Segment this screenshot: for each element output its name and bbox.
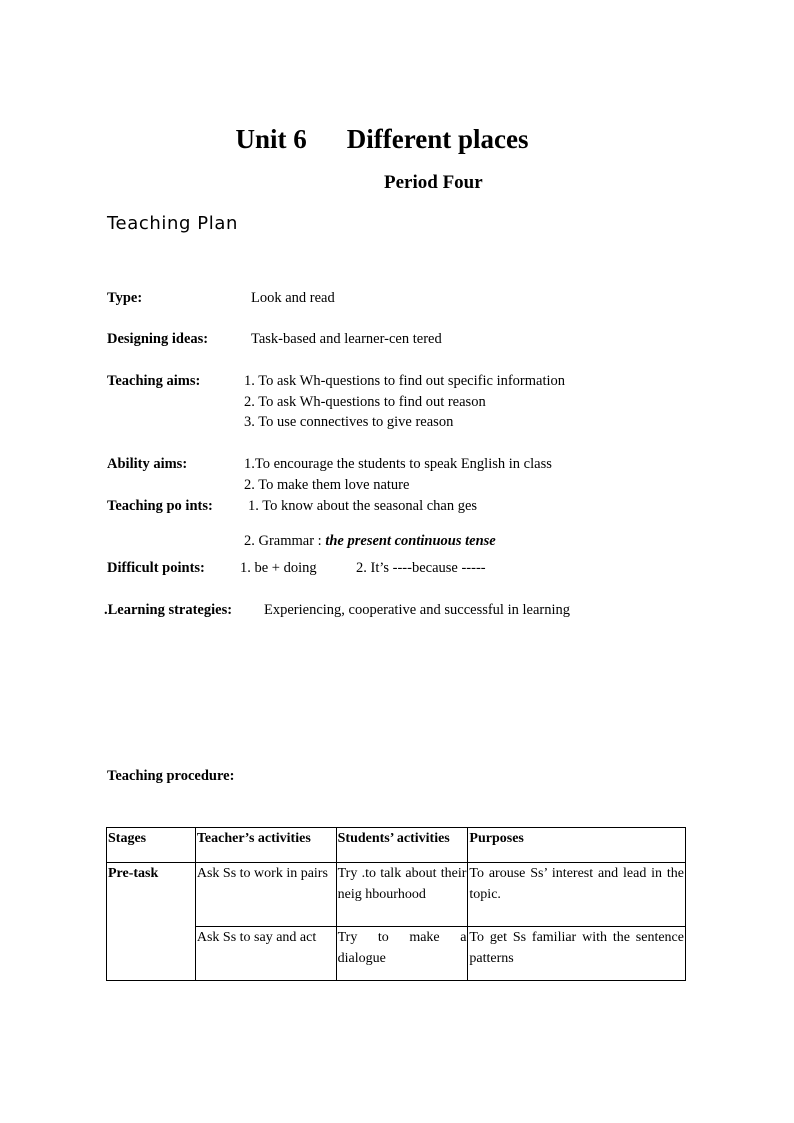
student-activity-cell: Try to make a dialogue — [336, 927, 468, 981]
teaching-point-2 — [244, 533, 496, 550]
teaching-aims-label: Teaching aims: — [107, 373, 201, 389]
stage-cell: Pre-task — [107, 863, 196, 981]
purpose-cell: To arouse Ss’ interest and lead in the topic. — [468, 863, 686, 927]
grammar-prefix: 2. Grammar : — [244, 533, 326, 549]
difficult-point-1: 1. be + doing — [240, 560, 317, 576]
learning-strategies-label: .Learning strategies: — [104, 602, 233, 618]
student-activity-cell: Try .to talk about their neig hbourhood — [336, 863, 468, 927]
teaching-aim-1: 1. To ask Wh-questions to find out specific information — [244, 373, 566, 389]
teacher-activity-cell: Ask Ss to say and act — [195, 927, 336, 981]
ability-aim-1: 1.To encourage the students to speak English in class — [244, 456, 552, 472]
page-title — [0, 124, 764, 155]
designing-ideas-value: Task-based and learner-cen tered — [251, 331, 442, 347]
teaching-point-1: 1. To know about the seasonal chan ges — [248, 498, 478, 514]
procedure-table — [106, 827, 686, 981]
ability-aim-2: 2. To make them love nature — [244, 477, 410, 493]
table-header-row — [107, 828, 686, 863]
type-label: Type: — [107, 290, 143, 306]
purpose-cell: To get Ss familiar with the sentence patterns — [468, 927, 686, 981]
table-row — [107, 863, 686, 927]
header-students-activities: Students’ activities — [336, 828, 468, 863]
ability-aims-label: Ability aims: — [107, 456, 188, 472]
teaching-procedure-label: Teaching procedure: — [107, 768, 235, 784]
learning-strategies-value: Experiencing, cooperative and successful in learning — [264, 602, 570, 618]
teaching-aim-2: 2. To ask Wh-questions to find out reason — [244, 394, 486, 410]
period-subtitle: Period Four — [384, 172, 483, 193]
section-heading: Teaching Plan — [107, 213, 238, 234]
type-value: Look and read — [251, 290, 335, 306]
difficult-points-label: Difficult points: — [107, 560, 205, 576]
difficult-point-2: 2. It’s ----because ----- — [356, 560, 486, 576]
header-stages: Stages — [107, 828, 196, 863]
designing-ideas-label: Designing ideas: — [107, 331, 209, 347]
teacher-activity-cell: Ask Ss to work in pairs — [195, 863, 336, 927]
header-teacher-activities: Teacher’s activities — [195, 828, 336, 863]
unit-number: Unit 6 — [235, 124, 307, 154]
header-purposes: Purposes — [468, 828, 686, 863]
grammar-emphasis: the present continuous tense — [325, 533, 496, 549]
unit-name: Different places — [346, 124, 529, 154]
teaching-points-label: Teaching po ints: — [107, 498, 213, 514]
teaching-aim-3: 3. To use connectives to give reason — [244, 414, 454, 430]
